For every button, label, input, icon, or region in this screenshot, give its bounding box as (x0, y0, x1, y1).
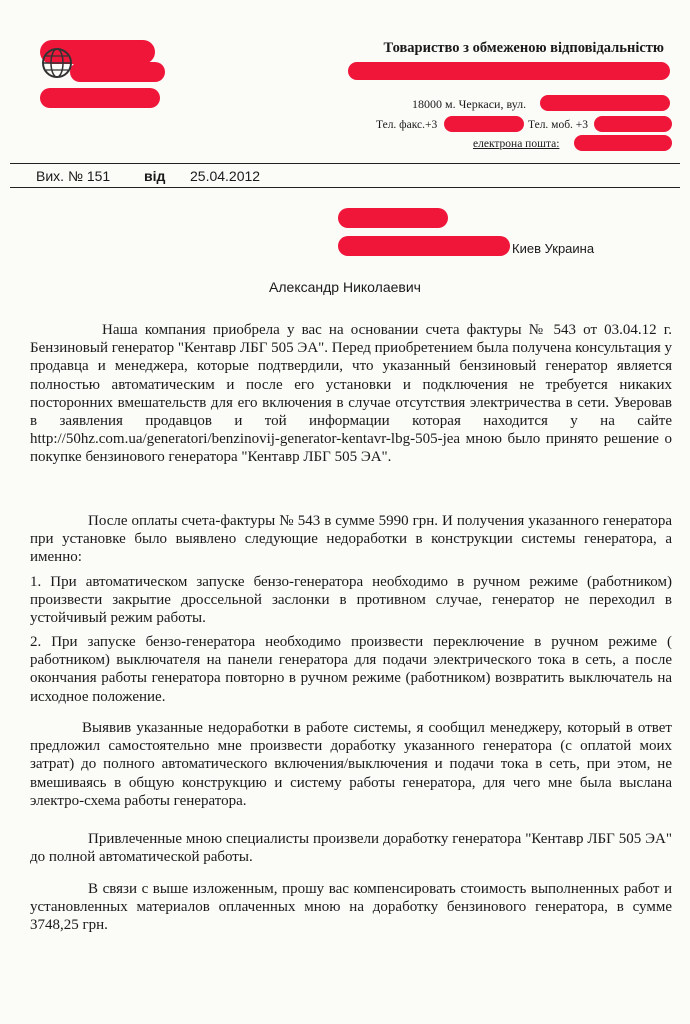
from-label: від (144, 168, 166, 184)
redaction-recipient-1 (338, 208, 448, 228)
redaction-recipient-2 (338, 236, 510, 256)
redaction-company-name (348, 62, 670, 80)
redaction-street (540, 95, 670, 111)
redaction-logo-bottom (40, 88, 160, 108)
outgoing-number: Вих. № 151 (36, 168, 111, 184)
company-type: Товариство з обмеженою відповідальністю (383, 40, 664, 56)
email-line: електрона пошта: (473, 138, 560, 150)
paragraph-defect-1: 1. При автоматическом запуске бензо-генератора необходимо в ручном режиме (работником) произвести закрытие дроссельной заслонки в противном случае, генератор не переходил в устойчивый режим работы. (30, 574, 672, 627)
address-line: 18000 м. Черкаси, вул. (412, 97, 527, 111)
paragraph-purchase: Наша компания приобрела у вас на основании счета фактуры № 543 от 03.04.12 г. Бензиновый генератор "Кентавр ЛБГ 505 ЭА". Перед приобретением была получена консультация у продавца и менеджера, которые подтвердили, что указанный бензиновый генератор является полностью автоматическим и после его установки и подключения не требуется никаких посторонних вмешательств для его включения в случае отсутствия электричества в сети. Уверовав в заявления продавцов и той информации которая находится у на сайте http://50hz.com.ua/generatori/benzinovij-generator-kentavr-lbg-505-jea мною было принято решение о покупке бензинового генератора "Кентавр ЛБГ 505 ЭА". (30, 322, 672, 466)
paragraph-defect-2: 2. При запуске бензо-генератора необходимо произвести переключение в ручном режиме ( работником) выключателя на панели генератора для подачи электрического тока в сеть, а после окончания работы генератора повторно в ручном режиме (работником) возвратить выключатель на исходное положение. (30, 634, 672, 705)
letter-date: 25.04.2012 (190, 168, 261, 184)
greeting: Александр Николаевич (269, 279, 421, 295)
paragraph-compensation: В связи с выше изложенным, прошу вас компенсировать стоимость выполненных работ и установленных материалов оплаченных мною на доработку бензинового генератора, в сумме 3748,25 грн. (30, 881, 672, 934)
header-rule-bottom (10, 187, 680, 188)
paragraph-manager: Выявив указанные недоработки в работе системы, я сообщил менеджеру, который в ответ предложил самостоятельно мне произвести доработку указанного генератора (с оплатой моих затрат) до полного автоматического включения/выключения и подачи тока в сеть, при этом, не вмешиваясь в общую конструкцию и систему работы генератора, для чего мне была выслана электро-схема работы генератора. (30, 720, 672, 809)
tel-mobile-line: Тел. моб. +3 (528, 119, 589, 131)
globe-logo-icon (40, 46, 74, 80)
redaction-logo-text (70, 62, 165, 82)
paragraph-defects-intro: После оплаты счета-фактуры № 543 в сумме 5990 грн. И получения указанного генератора при установке было выявлено следующие недоработки в конструкции системы генератора, а именно: (30, 513, 672, 566)
redaction-email (574, 135, 672, 151)
redaction-mobile (594, 116, 672, 132)
recipient-city: Киев Украина (512, 241, 595, 256)
tel-fax-line: Тел. факс.+3 (376, 119, 438, 131)
redaction-fax (444, 116, 524, 132)
header-rule-top (10, 163, 680, 164)
paragraph-specialists: Привлеченные мною специалисты произвели доработку генератора "Кентавр ЛБГ 505 ЭА" до полной автоматической работы. (30, 831, 672, 866)
